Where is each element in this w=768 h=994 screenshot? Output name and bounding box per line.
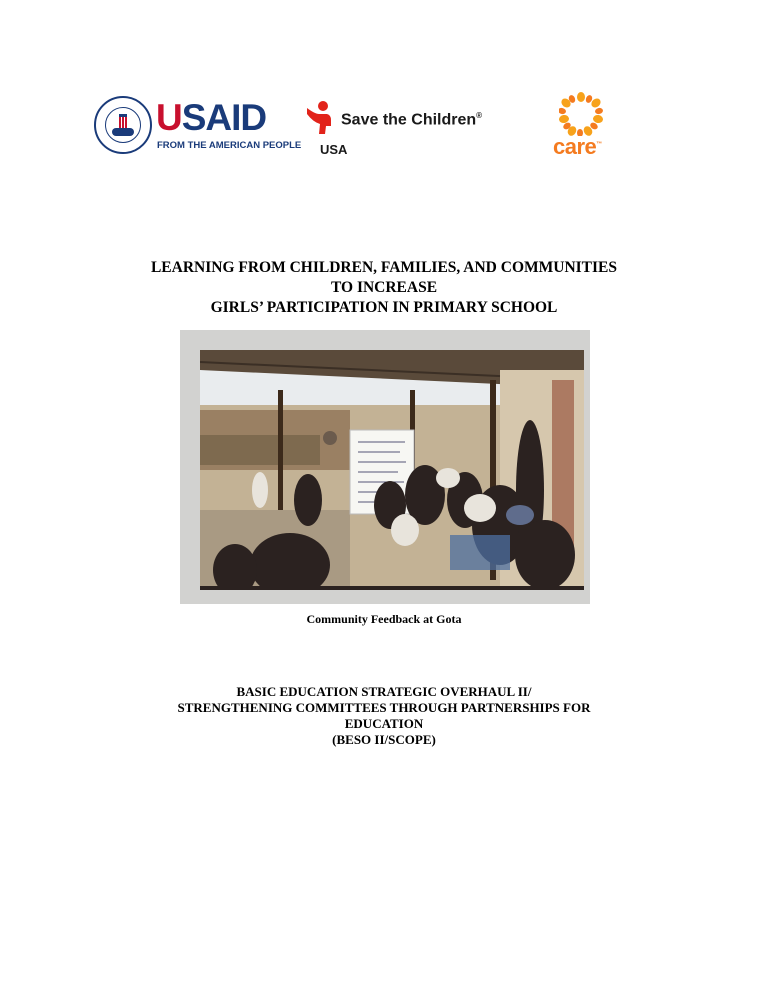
program-title — [0, 684, 768, 748]
title-line-3: GIRLS’ PARTICIPATION IN PRIMARY SCHOOL — [210, 299, 558, 316]
title-line-2: TO INCREASE — [330, 279, 438, 296]
care-logo — [553, 92, 623, 162]
photo-caption: Community Feedback at Gota — [306, 612, 462, 626]
save-the-children-name: Save the Children® — [341, 111, 483, 129]
care-hands-icon — [559, 92, 603, 136]
usaid-logo — [94, 96, 302, 160]
title-line-1: LEARNING FROM CHILDREN, FAMILIES, AND COMMUNITIES — [150, 259, 618, 276]
program-line-3: EDUCATION — [344, 716, 424, 731]
program-line-1: BASIC EDUCATION STRATEGIC OVERHAUL II/ — [236, 684, 532, 699]
save-the-children-country: USA — [320, 142, 348, 157]
document-title — [0, 258, 768, 318]
usaid-tagline: FROM THE AMERICAN PEOPLE — [157, 140, 302, 151]
community-meeting-photo — [200, 350, 584, 590]
program-line-4: (BESO II/SCOPE) — [332, 732, 436, 747]
cover-photo-frame — [180, 330, 590, 604]
care-wordmark: care™ — [553, 134, 602, 159]
save-the-children-logo — [305, 100, 495, 160]
usaid-wordmark: USAID — [156, 97, 267, 138]
save-the-children-figure-icon — [305, 100, 335, 136]
program-line-2: STRENGTHENING COMMITTEES THROUGH PARTNERSHIPS FOR — [177, 700, 591, 715]
usaid-seal-icon — [94, 96, 152, 154]
partner-logos — [0, 92, 768, 172]
